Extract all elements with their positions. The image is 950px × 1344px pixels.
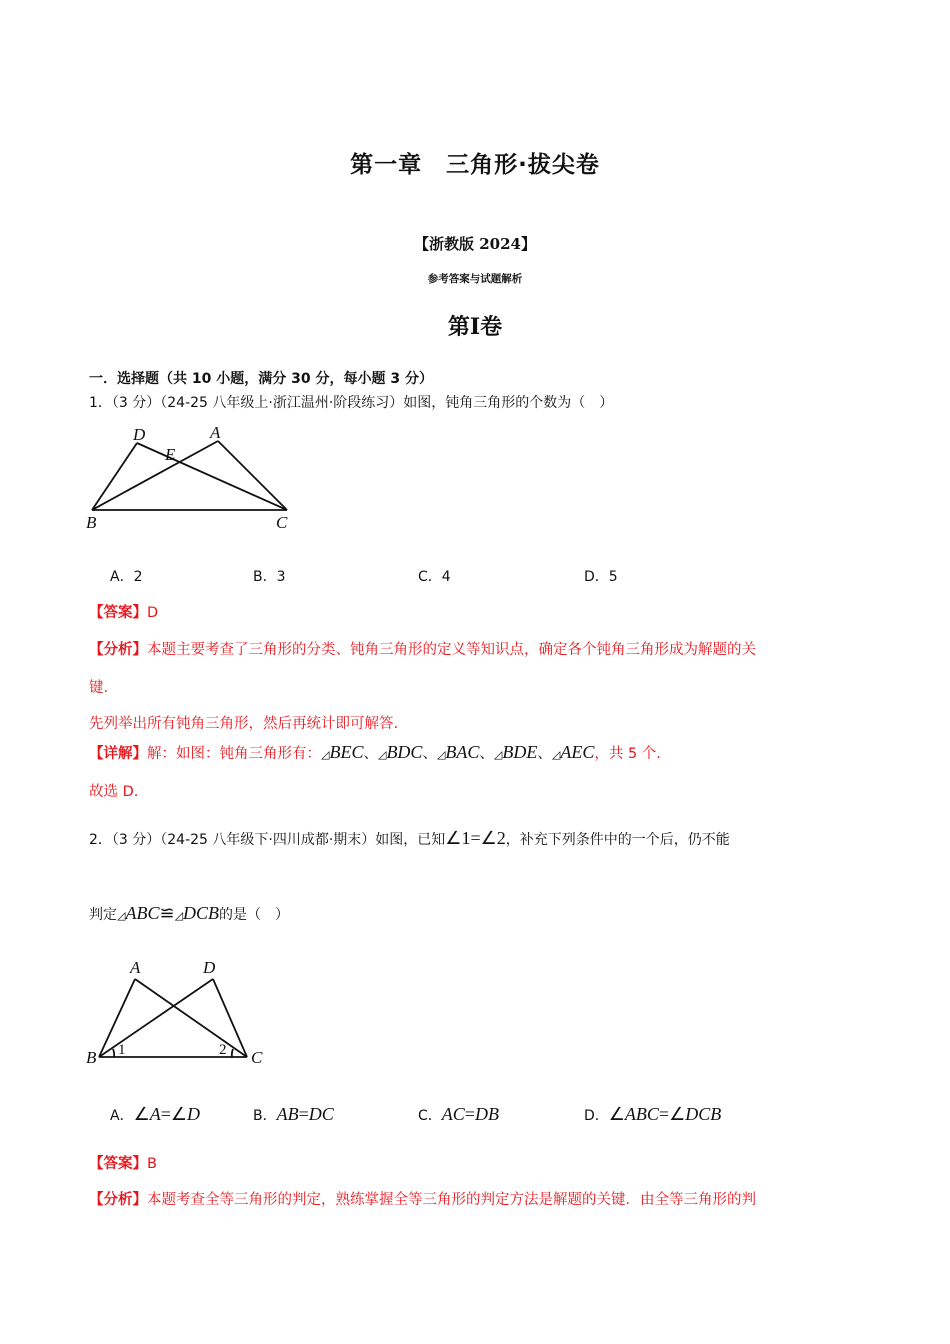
q1-detail-tag: 【详解】	[89, 746, 147, 762]
q2-cond-eq: =	[470, 828, 481, 848]
q2-angle-arc-2	[232, 1049, 233, 1057]
q2-option-b-letter: B．	[253, 1108, 277, 1124]
angle-icon: ∠	[133, 1104, 150, 1124]
q1-triangle-4: AEC	[560, 742, 595, 762]
q1-figure	[80, 420, 310, 535]
q1-label-c: C	[276, 513, 288, 532]
q2-stem-part2: ，补充下列条件中的一个后，仍不能	[505, 832, 730, 848]
q1-segment-dc	[137, 443, 287, 510]
q1-segment-ac	[218, 441, 287, 510]
q2-option-c-letter: C．	[418, 1108, 442, 1124]
edition-label: 【浙教版 2024】	[414, 235, 536, 253]
q1-sep: 、	[537, 746, 552, 762]
q2-option-b-left: AB	[276, 1104, 299, 1124]
q1-triangle-list	[321, 742, 595, 762]
q1-detail	[89, 742, 661, 763]
q1-answer-value: D	[147, 605, 159, 621]
q2-analysis-tag: 【分析】	[89, 1192, 147, 1208]
q1-option-a: A．2	[110, 569, 143, 585]
q2-tri-right: DCB	[183, 903, 220, 923]
q1-triangle-0: BEC	[329, 742, 364, 762]
triangle-icon: ◿	[174, 909, 184, 922]
q1-triangle-3: BDE	[502, 742, 538, 762]
q1-triangle-2: BAC	[445, 742, 480, 762]
q2-option-a-eq: =	[160, 1104, 171, 1124]
q2-label-c: C	[251, 1048, 263, 1067]
q1-option-b: B．3	[253, 569, 286, 585]
q2-cond-right: 2	[496, 828, 506, 848]
triangle-icon: ◿	[377, 748, 387, 761]
q2-answer	[89, 1152, 157, 1173]
q2-option-b-eq: =	[298, 1104, 309, 1124]
q2-option-d-eq: =	[658, 1104, 670, 1124]
triangle-icon: ◿	[551, 748, 561, 761]
q2-option-c-right: DB	[474, 1104, 499, 1124]
q1-sep: 、	[479, 746, 494, 762]
q1-detail-prefix: 解：如图：钝角三角形有：	[147, 746, 321, 762]
q2-option-b	[253, 1104, 334, 1125]
q1-analysis-line1	[89, 638, 756, 659]
q2-stem2-suffix: 的是（ ）	[219, 907, 290, 923]
page-title: 第一章 三角形·拔尖卷	[350, 152, 600, 178]
q1-analysis-line2: 键.	[89, 680, 109, 696]
q2-option-c-left: AC	[441, 1104, 465, 1124]
angle-icon: ∠	[480, 828, 497, 848]
q2-option-a	[110, 1104, 200, 1125]
q2-option-c	[418, 1104, 499, 1125]
q1-sep: 、	[422, 746, 437, 762]
q2-stem-line1	[89, 828, 730, 849]
q1-label-d: D	[133, 425, 146, 444]
q2-label-d: D	[203, 958, 216, 977]
q2-label-2: 2	[219, 1042, 227, 1058]
q1-option-c: C．4	[418, 569, 451, 585]
q2-stem2-prefix: 判定	[89, 907, 117, 923]
q2-option-a-left: A	[149, 1104, 161, 1124]
q1-sep: 、	[363, 746, 378, 762]
q2-tri-left: ABC	[125, 903, 160, 923]
q1-label-b: B	[86, 513, 97, 532]
triangle-icon: ◿	[436, 748, 446, 761]
section-heading: 一．选择题（共 10 小题，满分 30 分，每小题 3 分）	[89, 371, 433, 387]
volume-title: 第Ⅰ卷	[447, 314, 503, 340]
angle-icon: ∠	[170, 1104, 188, 1124]
q1-answer-tag: 【答案】	[89, 605, 147, 621]
q2-option-c-eq: =	[464, 1104, 475, 1124]
angle-icon: ∠	[608, 1104, 625, 1124]
q2-stem-part1: 2．（3 分）（24-25 八年级下·四川成都·期末）如图，已知	[89, 832, 446, 848]
q2-option-a-right: D	[187, 1104, 201, 1124]
q2-answer-value: B	[147, 1156, 157, 1172]
q2-option-b-right: DC	[308, 1104, 334, 1124]
q1-label-a: A	[210, 423, 221, 442]
angle-icon: ∠	[669, 1104, 686, 1124]
q1-triangle-1: BDC	[386, 742, 423, 762]
q2-label-1: 1	[118, 1042, 126, 1058]
q2-option-a-letter: A．	[110, 1108, 134, 1124]
congruent-icon: ≌	[159, 903, 175, 923]
q1-option-d: D．5	[584, 569, 618, 585]
q1-segment-bd	[92, 443, 137, 510]
q1-analysis-text: 本题主要考查了三角形的分类、钝角三角形的定义等知识点，确定各个钝角三角形成为解题的关	[147, 642, 756, 658]
q1-label-e: E	[165, 445, 176, 464]
q2-analysis-text: 本题考查全等三角形的判定，熟练掌握全等三角形的判定方法是解题的关键．由全等三角形的判	[147, 1192, 756, 1208]
q2-option-d-right: DCB	[685, 1104, 722, 1124]
q2-cond-left: 1	[461, 828, 471, 848]
q1-detail-suffix: ，共 5 个.	[594, 746, 661, 762]
q2-label-b: B	[86, 1048, 97, 1067]
triangle-icon: ◿	[321, 748, 330, 761]
q2-option-d-letter: D．	[584, 1108, 609, 1124]
q1-analysis-line3: 先列举出所有钝角三角形，然后再统计即可解答.	[89, 716, 399, 732]
q2-figure	[80, 955, 280, 1070]
q1-conclusion: 故选 D.	[89, 784, 139, 800]
q1-analysis-tag: 【分析】	[89, 642, 147, 658]
q2-answer-tag: 【答案】	[89, 1156, 147, 1172]
q2-stem-line2	[89, 903, 289, 924]
q1-stem: 1．（3 分）（24-25 八年级上·浙江温州·阶段练习）如图，钝角三角形的个数为（ ）	[89, 395, 614, 411]
triangle-icon: ◿	[493, 748, 503, 761]
q1-answer	[89, 601, 158, 622]
q2-option-d	[584, 1104, 721, 1125]
q2-analysis-line1	[89, 1188, 756, 1209]
subtitle: 参考答案与试题解析	[427, 273, 523, 285]
q2-angle-arc-1	[113, 1049, 114, 1057]
q2-label-a: A	[130, 958, 141, 977]
triangle-icon: ◿	[117, 909, 126, 922]
q2-option-d-left: ABC	[624, 1104, 659, 1124]
angle-icon: ∠	[445, 828, 462, 848]
